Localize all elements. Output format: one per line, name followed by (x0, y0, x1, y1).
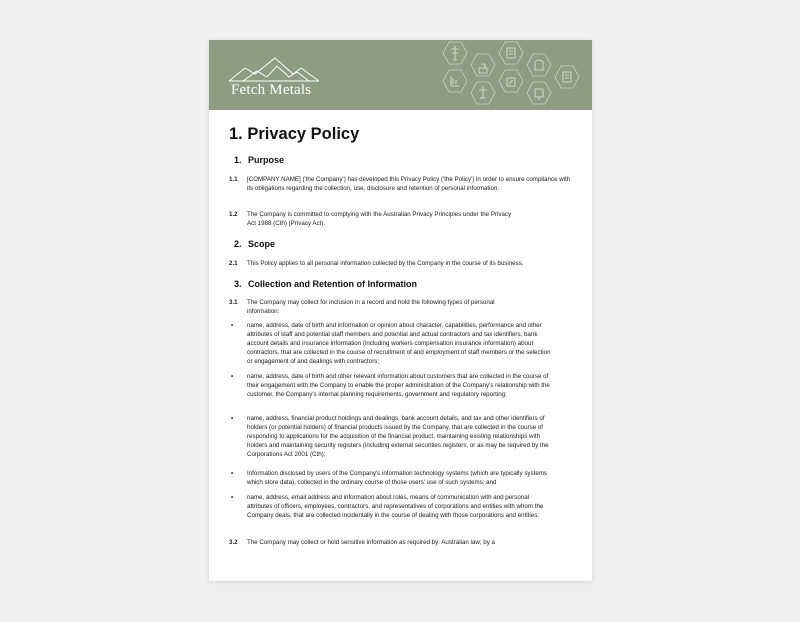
section-heading-scope: 2. Scope (234, 239, 276, 249)
list-item: • name, address, date of birth and information or opinion about character, capabilities, performance and other attributes of staff and potential staff members and potential and actual contractors and tax identifiers, bank account details and insurance information (including workers compensation insurance information) about contractors, that are collected in the course of recruitment of and employment of staff members or the selection or engagement of and dealings with contractors; (231, 322, 551, 366)
paragraph-2-1: 2.1 This Policy applies to all personal information collected by the Company in the course of its business. (229, 260, 524, 267)
paragraph-1-1: 1.1 [COMPANY NAME] ('the Company') has developed this Privacy Policy ('the Policy') in order to ensure compliance with its obligations regarding the collection, use, disclosure and retention of personal information. (229, 176, 571, 193)
mountains-logo-icon (227, 52, 322, 86)
page-title: 1. Privacy Policy (229, 125, 360, 143)
paragraph-3-2: 3.2 The Company may collect or hold sensitive information as required by: Australian law; by a (229, 539, 495, 546)
section-heading-collection-retention: 3. Collection and Retention of Information (234, 279, 417, 289)
list-item: • Information disclosed by users of the Company's information technology systems (which are typically systems which store data), collected in the ordinary course of those users' use of such systems; and (231, 470, 548, 487)
paragraph-1-2: 1.2 The Company is committed to complying with the Australian Privacy Principles under the Privacy Act 1988 (Cth) (Privacy Act). (229, 211, 512, 228)
brand-name: Fetch Metals (231, 82, 312, 98)
document-header (209, 40, 592, 110)
list-item: • name, address, financial product holdings and dealings, bank account details, and tax and other identifiers of holders (or potential holders) of financial products issued by the Company, that are collected in the course of responding to applications for the acquisition of the financial product, maintaining existing relationships with holders and maintaining security registers (including external securities registers, or as may be required by the Corporations Act 2001 (Cth); (231, 415, 549, 459)
paragraph-3-1: 3.1 The Company may collect for inclusion in a record and hold the following types of personal information: (229, 299, 495, 316)
industry-hexagon-pattern-icon (439, 40, 592, 110)
section-heading-purpose: 1. Purpose (234, 155, 285, 165)
list-item: • name, address, date of birth and other relevant information about customers that are collected in the course of their engagement with the Company to enable the proper administration of the Company's relationship with the customer, the Company's internal planning requirements, government and regulatory reporting; (231, 373, 550, 399)
document-page (209, 40, 592, 581)
list-item: • name, address, email address and information about roles, means of communication with and personal attributes of officers, employees, contractors, and representatives of corporations and entities with whom the Company deals, that are collected incidentally in the course of dealing with those corporations and entities. (231, 494, 544, 520)
